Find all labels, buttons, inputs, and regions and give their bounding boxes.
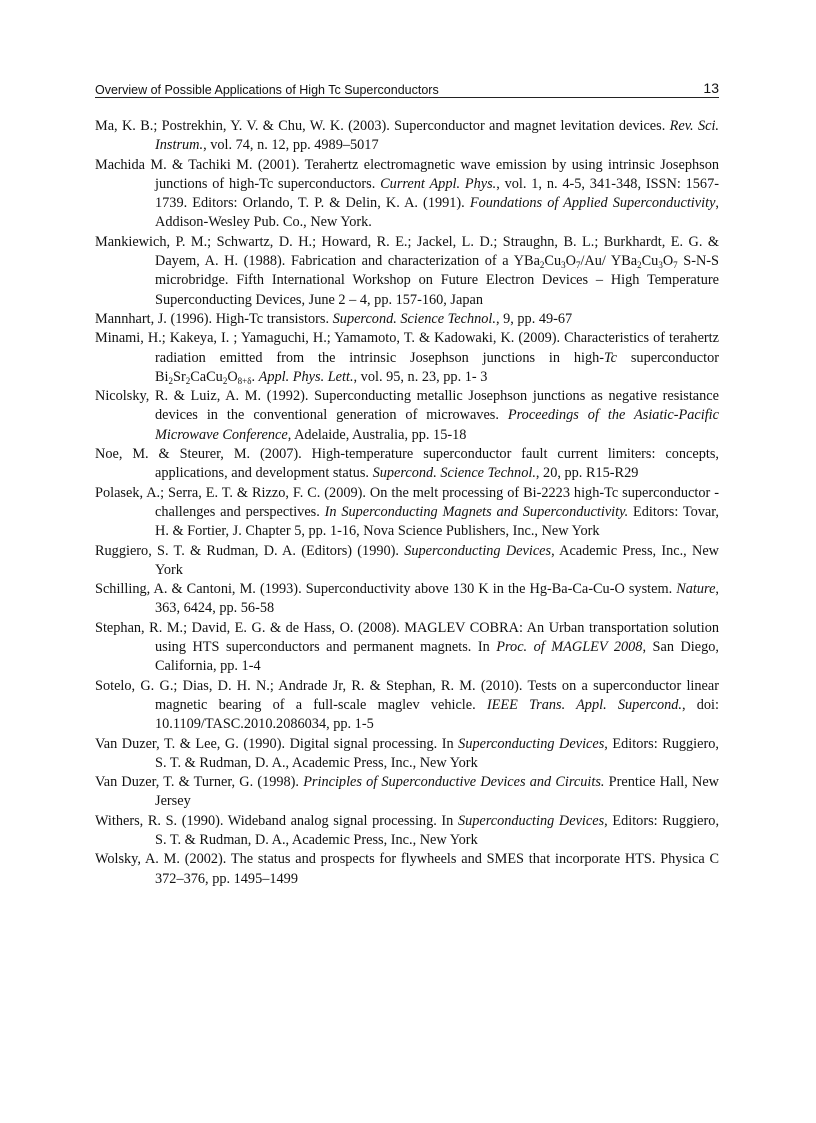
reference-text: Machida M. & Tachiki M. (2001). Terahertz electromagnetic wave emission by using intrinsic Josephson junctions of high-Tc superconductors. bbox=[95, 156, 719, 192]
reference-text: Ma, K. B.; Postrekhin, Y. V. & Chu, W. K. (2003). Superconductor and magnet levitation devices. bbox=[95, 118, 670, 134]
reference-subscript: 8+δ bbox=[237, 375, 252, 386]
reference-entry bbox=[95, 542, 719, 581]
reference-text: Mankiewich, P. M.; Schwartz, D. H.; Howard, R. E.; Jackel, L. D.; Straughn, B. L.; Burkhardt, E. G. & Dayem, A. H. (1988). Fabrication and characterization of a YBa bbox=[95, 233, 719, 270]
header-rule bbox=[95, 97, 719, 98]
reference-text: /Au/ YBa bbox=[580, 253, 638, 270]
reference-italic-text: Tc bbox=[604, 349, 618, 366]
reference-italic-text: Foundations of Applied Superconductivity bbox=[469, 195, 716, 212]
reference-text: , vol. 95, n. 23, pp. 1- 3 bbox=[353, 368, 488, 385]
reference-text: , San Diego, California, pp. 1-4 bbox=[155, 639, 719, 675]
reference-text: Minami, H.; Kakeya, I. ; Yamaguchi, H.; Yamamoto, T. & Kadowaki, K. (2009). Characteristics of terahertz radiation emitted from the intrinsic Josephson junctions in high- bbox=[95, 330, 719, 366]
reference-text: Stephan, R. M.; David, E. G. & de Hass, O. (2008). MAGLEV COBRA: An Urban transportation solution using HTS superconductors and permanent magnets. In bbox=[95, 619, 719, 656]
reference-text: Prentice Hall, New Jersey bbox=[155, 774, 719, 810]
reference-text: , Addison-Wesley Pub. Co., New York. bbox=[155, 195, 719, 231]
reference-text: , Editors: Ruggiero, S. T. & Rudman, D. A., Academic Press, Inc., New York bbox=[155, 735, 719, 771]
reference-italic-text: Superconducting Devices bbox=[457, 812, 605, 829]
reference-entry bbox=[95, 156, 719, 233]
reference-text: Cu bbox=[641, 253, 659, 270]
reference-text: Cu bbox=[544, 253, 562, 270]
reference-italic-text: Current Appl. Phys. bbox=[380, 175, 497, 192]
reference-text: , Editors: Ruggiero, S. T. & Rudman, D. A., Academic Press, Inc., New York bbox=[155, 812, 720, 848]
reference-subscript: 7 bbox=[575, 260, 581, 271]
reference-entry bbox=[95, 812, 719, 851]
reference-italic-text: IEEE Trans. Appl. Supercond. bbox=[486, 696, 683, 713]
reference-text: O bbox=[565, 253, 576, 270]
reference-text: Polasek, A.; Serra, E. T. & Rizzo, F. C. (2009). On the melt processing of Bi-2223 high-Tc superconductor - challenges and perspectives. bbox=[95, 484, 719, 520]
reference-text: , Academic Press, Inc., New York bbox=[155, 542, 719, 578]
reference-list bbox=[95, 117, 719, 889]
reference-text: Ruggiero, S. T. & Rudman, D. A. (Editors) (1990). bbox=[95, 542, 405, 559]
reference-italic-text: Appl. Phys. Lett. bbox=[258, 368, 354, 385]
reference-text: , vol. 1, n. 4-5, 341-348, ISSN: 1567-1739. Editors: Orlando, T. P. & Delin, K. A. (1991). bbox=[155, 175, 719, 212]
reference-subscript: 2 bbox=[185, 375, 191, 386]
reference-entry bbox=[95, 735, 719, 774]
reference-subscript: 2 bbox=[539, 260, 545, 271]
reference-text: Editors: Tovar, H. & Fortier, J. Chapter 5, pp. 1-16, Nova Science Publishers, Inc., New York bbox=[155, 503, 720, 540]
reference-text: Wolsky, A. M. (2002). The status and prospects for flywheels and SMES that incorporate HTS. Physica C 372–376, pp. 1495–1499 bbox=[95, 851, 719, 887]
reference-subscript: 7 bbox=[673, 260, 678, 271]
reference-entry bbox=[95, 387, 719, 445]
reference-text: O bbox=[662, 253, 674, 270]
reference-text: , doi: 10.1109/TASC.2010.2086034, pp. 1-5 bbox=[155, 696, 720, 733]
reference-italic-text: Supercond. Science Technol. bbox=[372, 465, 536, 482]
reference-subscript: 2 bbox=[222, 375, 228, 386]
reference-text: , 20, pp. R15-R29 bbox=[535, 465, 639, 482]
reference-subscript: 2 bbox=[637, 260, 642, 271]
reference-entry bbox=[95, 773, 719, 812]
reference-italic-text: Rev. Sci. Instrum. bbox=[155, 118, 719, 154]
reference-text: , 363, 6424, pp. 56-58 bbox=[155, 581, 719, 617]
reference-subscript: 2 bbox=[168, 375, 174, 386]
reference-text: S-N-S microbridge. Fifth International Workshop on Future Electron Devices – High Temperature Superconducting Devices, June 2 – 4, pp. 157-160, Japan bbox=[155, 253, 720, 308]
page-number: 13 bbox=[703, 80, 719, 96]
reference-text: Van Duzer, T. & Turner, G. (1998). bbox=[95, 774, 304, 791]
reference-italic-text: Superconducting Devices bbox=[458, 735, 605, 752]
reference-text: , vol. 74, n. 12, pp. 4989–5017 bbox=[203, 137, 379, 154]
running-header bbox=[95, 79, 719, 99]
reference-text: Sr bbox=[173, 368, 186, 385]
reference-italic-text: Proceedings of the Asiatic-Pacific Microwave Conference bbox=[155, 407, 719, 443]
reference-entry bbox=[95, 445, 719, 484]
reference-italic-text: Proc. of MAGLEV 2008 bbox=[496, 639, 643, 656]
reference-text: , 9, pp. 49-67 bbox=[495, 310, 573, 327]
reference-subscript: 3 bbox=[561, 260, 566, 271]
reference-text: Schilling, A. & Cantoni, M. (1993). Superconductivity above 130 K in the Hg-Ba-Ca-Cu-O system. bbox=[95, 581, 677, 598]
reference-subscript: 3 bbox=[658, 260, 663, 271]
reference-entry bbox=[95, 619, 719, 677]
running-title: Overview of Possible Applications of High Tc Superconductors bbox=[95, 83, 439, 97]
reference-entry bbox=[95, 484, 719, 542]
reference-text: Mannhart, J. (1996). High-Tc transistors. bbox=[95, 310, 333, 327]
reference-italic-text: Supercond. Science Technol. bbox=[332, 310, 496, 327]
reference-text: Withers, R. S. (1990). Wideband analog signal processing. In bbox=[95, 812, 458, 829]
reference-entry bbox=[95, 677, 719, 735]
reference-text: Van Duzer, T. & Lee, G. (1990). Digital signal processing. In bbox=[95, 735, 459, 752]
reference-italic-text: Principles of Superconductive Devices and Circuits. bbox=[303, 774, 605, 791]
reference-entry bbox=[95, 850, 719, 889]
reference-entry bbox=[95, 329, 719, 387]
reference-italic-text: Nature bbox=[676, 581, 716, 598]
reference-entry bbox=[95, 233, 719, 310]
reference-italic-text: In Superconducting Magnets and Superconductivity. bbox=[324, 503, 629, 520]
reference-text: Sotelo, G. G.; Dias, D. H. N.; Andrade Jr, R. & Stephan, R. M. (2010). Tests on a superconductor linear magnetic bearing of a full-scale maglev vehicle. bbox=[95, 677, 719, 713]
reference-italic-text: Superconducting Devices bbox=[404, 542, 552, 559]
reference-text: superconductor Bi bbox=[155, 349, 719, 385]
reference-entry bbox=[95, 310, 719, 329]
reference-text: CaCu bbox=[190, 368, 223, 385]
reference-text: , Adelaide, Australia, pp. 15-18 bbox=[287, 426, 467, 443]
reference-text: Nicolsky, R. & Luiz, A. M. (1992). Superconducting metallic Josephson junctions as negative resistance devices in the conventional generation of microwaves. bbox=[95, 388, 719, 424]
reference-text: . bbox=[251, 368, 259, 385]
reference-text: O bbox=[227, 368, 238, 385]
reference-text: Noe, M. & Steurer, M. (2007). High-temperature superconductor fault current limiters: concepts, applications, and development status. bbox=[95, 446, 719, 482]
reference-entry bbox=[95, 580, 719, 619]
reference-entry bbox=[95, 117, 719, 156]
